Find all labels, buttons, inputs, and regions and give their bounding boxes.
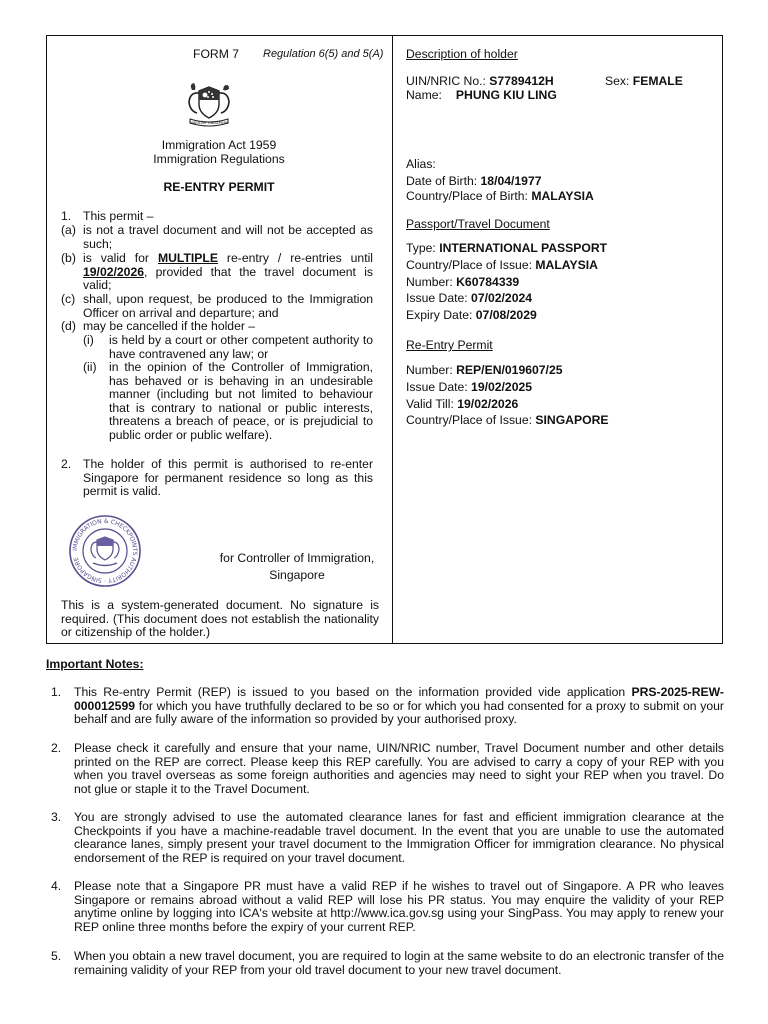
passport-issue-row (406, 292, 532, 306)
condition-c (61, 293, 373, 321)
sex-label: Sex: (605, 74, 633, 88)
rep-country-label: Country/Place of Issue: (406, 413, 536, 427)
condition-ii-text: in the opinion of the Controller of Immigration, has behaved or is behaving in an undesirable manner (including but not limited to behaviour that is contrary to national or public interests, threatens a breach of peace, or is prejudicial to public order or public welfare). (109, 360, 373, 442)
condition-c-text: shall, upon request, be produced to the Immigration Officer on arrival and departure; and (83, 292, 373, 320)
ica-stamp-icon (67, 513, 143, 589)
cob-label: Country/Place of Birth: (406, 189, 532, 203)
passport-number-row (406, 276, 519, 290)
holder-heading: Description of holder (406, 47, 518, 61)
name-value: PHUNG KIU LING (455, 88, 557, 102)
note-3-number: 3. (51, 810, 62, 824)
passport-type-label: Type: (406, 241, 440, 255)
dob-value: 18/04/1977 (480, 174, 542, 188)
condition-i-text: is held by a court or other competent authority to have contravened any law; or (109, 333, 373, 361)
condition-2-number: 2. (61, 457, 72, 471)
rep-valid-value: 19/02/2026 (457, 397, 519, 411)
svg-text:MAJULAH SINGAPURA: MAJULAH SINGAPURA (189, 120, 229, 125)
note-4-text: Please note that a Singapore PR must have a valid REP if he wishes to travel out of Singapore. A PR who leaves Singapore or remains abroad without a valid REP will lose his PR status. You may enquire the validity of your REP anytime online by logging into ICA's website at http://www.ica.gov.sg using your SingPass. You may apply to renew your REP online three months before the expiry of your current REP. (74, 879, 724, 934)
note-1-text (74, 686, 724, 727)
condition-2 (61, 458, 373, 500)
alias-label: Alias: (406, 157, 436, 171)
passport-type-row (406, 242, 607, 256)
condition-b-post: , provided that the travel document is valid; (83, 264, 373, 293)
svg-text:IMMIGRATION & CHECKPOINTS AUTH: IMMIGRATION & CHECKPOINTS AUTHORITY · SINGAPORE (71, 517, 139, 585)
passport-country-row (406, 259, 598, 273)
condition-c-label: (c) (61, 292, 76, 306)
note-1-post: for which you have truthfully declared to be so or for which you had consented for a proxy to submit on your behalf and are fully aware of the information so provided by your authorised proxy. (74, 698, 724, 727)
uin-label: UIN/NRIC No.: (406, 74, 490, 88)
note-4-number: 4. (51, 879, 62, 893)
passport-expiry-row (406, 309, 537, 323)
permit-frame (46, 35, 723, 644)
notes-heading: Important Notes: (46, 657, 144, 671)
passport-issue-value: 07/02/2024 (471, 291, 533, 305)
valid-until-date: 19/02/2026 (83, 264, 144, 279)
cob-value: MALAYSIA (531, 189, 594, 203)
rep-valid-label: Valid Till: (406, 397, 458, 411)
rep-country-value: SINGAPORE (535, 413, 609, 427)
condition-b-label: (b) (61, 251, 76, 265)
rep-heading: Re-Entry Permit (406, 338, 493, 352)
condition-d-ii (83, 361, 373, 443)
act-name: Immigration Act 1959 (161, 138, 277, 152)
condition-a-text: is not a travel document and will not be accepted as such; (83, 223, 373, 251)
condition-b-mid: re-entry / re-entries until (217, 251, 373, 265)
condition-i-label: (i) (83, 333, 94, 347)
note-1-pre: This Re-entry Permit (REP) is issued to you based on the information provided vide application (74, 685, 626, 699)
rep-issue-row (406, 381, 532, 395)
passport-country-label: Country/Place of Issue: (406, 258, 536, 272)
note-4 (46, 880, 724, 936)
rep-number-label: Number: (406, 363, 457, 377)
note-1-number: 1. (51, 685, 62, 699)
note-2 (46, 742, 724, 798)
uin-value: S7789412H (489, 74, 554, 88)
note-5 (46, 950, 724, 978)
condition-ii-label: (ii) (83, 360, 97, 374)
passport-expiry-value: 07/08/2029 (475, 308, 537, 322)
passport-number-value: K60784339 (456, 275, 520, 289)
rep-issue-label: Issue Date: (406, 380, 472, 394)
condition-b-text (83, 252, 373, 293)
condition-1-heading: This permit – (83, 209, 154, 223)
passport-heading: Passport/Travel Document (406, 217, 550, 231)
sex-row (605, 75, 683, 89)
condition-a-label: (a) (61, 223, 76, 237)
regulation-ref: Regulation 6(5) and 5(A) (263, 48, 384, 60)
note-5-text: When you obtain a new travel document, you are required to login at the same website to do an electronic transfer of the remaining validity of your REP from your old travel document to your new travel document. (74, 949, 724, 977)
condition-d-text: may be cancelled if the holder – (83, 319, 256, 333)
cob-row (406, 190, 594, 204)
rep-valid-row (406, 398, 518, 412)
regulations-name: Immigration Regulations (153, 152, 285, 166)
reentry-type: MULTIPLE (157, 251, 218, 265)
note-5-number: 5. (51, 949, 62, 963)
note-1 (46, 686, 724, 728)
passport-issue-label: Issue Date: (406, 291, 472, 305)
condition-b (61, 252, 373, 294)
controller-line-1: for Controller of Immigration, (219, 551, 375, 565)
passport-country-value: MALAYSIA (535, 258, 598, 272)
note-3-text: You are strongly advised to use the automated clearance lanes for fast and efficient immigration clearance at the Checkpoints if you have a machine-readable travel document. In the event that you are unable to use the automated clearance lanes, simply present your travel document to the Immigration Officer for immigration clearance. No physical endorsement of the REP is required on your travel document. (74, 810, 724, 865)
name-row (406, 89, 557, 103)
rep-number-row (406, 364, 563, 378)
note-2-text: Please check it carefully and ensure that your name, UIN/NRIC number, Travel Document number and other details printed on the REP are correct. Please keep this REP carefully. You are advised to carry a copy of your REP with you when you travel overseas as some foreign authorities and agencies may need to sight your REP when you travel. Do not glue or staple it to the Travel Document. (74, 741, 724, 796)
condition-d-i (83, 334, 373, 362)
application-number: PRS-2025-REW-000012599 (74, 685, 724, 713)
condition-d-label: (d) (61, 319, 76, 333)
rep-number-value: REP/EN/019607/25 (456, 363, 563, 377)
system-generated-note: This is a system-generated document. No signature is required. (This document does not establish the nationality or citizenship of the holder.) (61, 598, 379, 640)
sex-value: FEMALE (632, 74, 683, 88)
column-divider (392, 36, 393, 643)
note-3 (46, 811, 724, 867)
condition-1-number: 1. (61, 209, 72, 223)
controller-line-2: Singapore (269, 568, 325, 582)
form-number: FORM 7 (193, 47, 240, 61)
uin-row (406, 75, 554, 89)
passport-expiry-label: Expiry Date: (406, 308, 476, 322)
passport-type-value: INTERNATIONAL PASSPORT (439, 241, 608, 255)
passport-number-label: Number: (406, 275, 457, 289)
name-label: Name: (406, 88, 442, 102)
singapore-crest-icon (184, 78, 234, 128)
rep-issue-value: 19/02/2025 (471, 380, 533, 394)
condition-a (61, 224, 373, 252)
dob-label: Date of Birth: (406, 174, 481, 188)
condition-b-pre: is valid for (83, 251, 158, 265)
dob-row (406, 175, 542, 189)
permit-title: RE-ENTRY PERMIT (163, 180, 275, 194)
note-2-number: 2. (51, 741, 62, 755)
condition-2-text: The holder of this permit is authorised to re-enter Singapore for permanent residence so long as this permit is valid. (83, 457, 373, 499)
rep-country-row (406, 414, 609, 428)
